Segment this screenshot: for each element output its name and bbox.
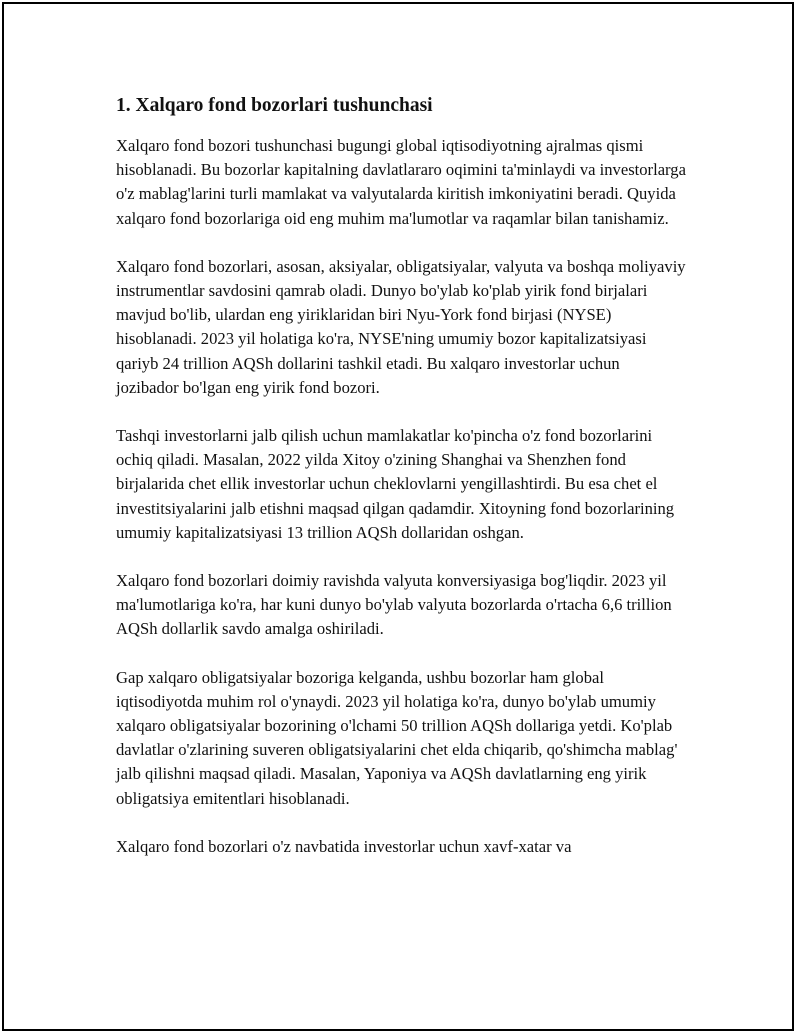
document-body [116, 92, 686, 883]
paragraph-currency: Xalqaro fond bozorlari doimiy ravishda valyuta konversiyasiga bog'liqdir. 2023 yil ma'lumotlariga ko'ra, har kuni dunyo bo'ylab valyuta bozorlarda o'rtacha 6,6 trillion AQSh dollarlik savdo amalga oshiriladi. [116, 571, 672, 639]
paragraph-risk: Xalqaro fond bozorlari o'z navbatida investorlar uchun xavf-xatar va [116, 836, 572, 856]
paragraph-intro: Xalqaro fond bozori tushunchasi bugungi global iqtisodiyotning ajralmas qismi hisoblanadi. Bu bozorlar kapitalning davlatlararo oqimini ta'minlaydi va investorlarga o'z mablag'larini turli mamlakat va valyutalarda kiritish imkoniyatini beradi. Quyida xalqaro fond bozorlariga oid eng muhim ma'lumotlar va raqamlar bilan tanishamiz. [116, 136, 686, 228]
paragraph-china: Tashqi investorlarni jalb qilish uchun mamlakatlar ko'pincha o'z fond bozorlarini ochiq qiladi. Masalan, 2022 yilda Xitoy o'zining Shanghai va Shenzhen fond birjalarida chet ellik investorlar uchun cheklovlarni yengillashtirdi. Bu esa chet el investitsiyalarini jalb etishni maqsad qilgan qadamdir. Xitoyning fond bozorlarining umumiy kapitalizatsiyasi 13 trillion AQSh dollaridan oshgan. [116, 426, 675, 542]
paragraph-nyse: Xalqaro fond bozorlari, asosan, aksiyalar, obligatsiyalar, valyuta va boshqa moliyaviy instrumentlar savdosini qamrab oladi. Dunyo bo'ylab ko'plab yirik fond birjalari mavjud bo'lib, ulardan eng yiriklaridan biri Nyu-York fond birjasi (NYSE) hisoblanadi. 2023 yil holatiga ko'ra, NYSE'ning umumiy bozor kapitalizatsiyasi qariyb 24 trillion AQSh dollarini tashkil etadi. Bu xalqaro investorlar uchun jozibador bo'lgan eng yirik fond bozori. [116, 256, 686, 397]
section-heading: 1. Xalqaro fond bozorlari tushunchasi [116, 95, 433, 116]
paragraph-bonds: Gap xalqaro obligatsiyalar bozoriga kelganda, ushbu bozorlar ham global iqtisodiyotda muhim rol o'ynaydi. 2023 yil holatiga ko'ra, dunyo bo'ylab umumiy xalqaro obligatsiyalar bozorining o'lchami 50 trillion AQSh dollariga yetdi. Ko'plab davlatlar o'zlarining suveren obligatsiyalarini chet elda chiqarib, qo'shimcha mablag' jalb qilishni maqsad qiladi. Masalan, Yaponiya va AQSh davlatlarning eng yirik obligatsiya emitentlari hisoblanadi. [116, 667, 678, 808]
